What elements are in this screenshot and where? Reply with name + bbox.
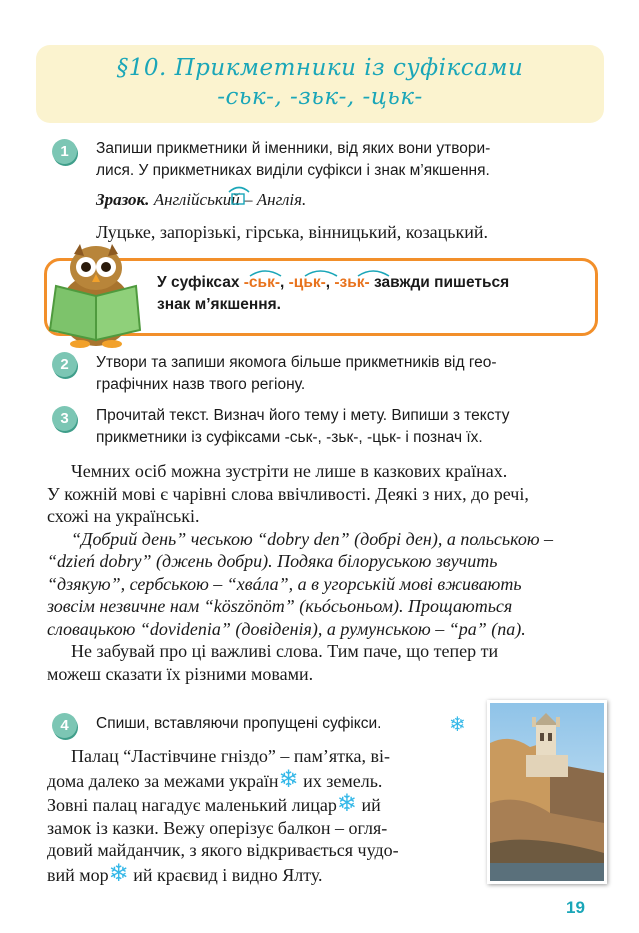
exercise-number-badge: 3	[52, 406, 77, 431]
exercise-4-instruction: Спиши, вставляючи пропущені суфікси.	[96, 715, 382, 732]
castle-illustration	[490, 703, 604, 881]
exercise-number-badge: 4	[52, 713, 77, 738]
snowflake-icon: ❄	[449, 714, 466, 736]
exercise-2-line-1: Утвори та запиши якомога більше прикметників від гео-	[96, 354, 497, 371]
text-fragment: их земель.	[298, 770, 383, 791]
suffix-tsk: -цьк-	[288, 274, 326, 291]
rule-line-2: знак м’якшення.	[157, 296, 281, 313]
text-line	[47, 862, 475, 887]
exercise-2-line-2: графічних назв твого регіону.	[96, 376, 306, 393]
suffix-zk: -зьк-	[334, 274, 370, 291]
text-line: замок із казки. Вежу оперізує балкон – огля-	[47, 817, 388, 838]
rule-separator: ,	[325, 274, 335, 291]
text-line: “Добрий день” чеською “dobry den” (добрі ден), а польською –	[71, 528, 554, 549]
sample-text: Англійський – Англія.	[149, 190, 307, 209]
snowflake-icon: ❄	[278, 766, 299, 793]
text-fragment: Зовні палац нагадує маленький лицар	[47, 795, 337, 815]
text-fragment: дома далеко за межами україн	[47, 770, 279, 791]
text-fragment: ий краєвид і видно Ялту.	[128, 864, 323, 885]
text-line: Не забувай про ці важливі слова. Тим паче, що тепер ти	[71, 641, 499, 661]
exercise-1-instruction	[96, 138, 601, 182]
exercise-4-text	[47, 745, 475, 886]
suffix-sk: -ськ-	[243, 274, 280, 291]
text-line: Палац “Ластівчине гніздо” – пам’ятка, ві-	[71, 746, 390, 766]
swallows-nest-photo	[487, 700, 607, 884]
page-title: §10. Прикметники із суфіксами	[116, 55, 524, 81]
text-fragment: вий мор	[47, 864, 109, 885]
exercise-1-sample	[96, 190, 306, 210]
exercise-number-badge: 1	[52, 139, 77, 164]
snowflake-icon: ❄	[336, 791, 357, 817]
text-line: зовсім незвичне нам “köszönöm” (кьóсьоньом). Прощаються	[47, 596, 513, 616]
reading-text	[47, 460, 592, 685]
text-line: довий майданчик, з якого відкривається чудо-	[47, 840, 399, 860]
exercise-1-line-2: лися. У прикметниках виділи суфікси і знак м’якшення.	[96, 162, 490, 179]
exercise-1-words: Луцьке, запорізькі, гірська, вінницький, козацький.	[96, 222, 489, 242]
text-line: схожі на українські.	[47, 506, 200, 526]
exercise-3-line-1: Прочитай текст. Визнач його тему і мету. Випиши з тексту	[96, 407, 510, 424]
page-subtitle: -ськ-, -зьк-, -цьк-	[217, 84, 423, 110]
text-line: Чемних осіб можна зустріти не лише в казкових країнах.	[71, 461, 508, 481]
text-line: словацькою “dovidenia” (довіденія), а румунською – “pa” (па).	[47, 618, 526, 639]
exercise-1-line-1: Запиши прикметники й іменники, від яких вони утвори-	[96, 140, 491, 157]
exercise-2-instruction	[96, 352, 601, 396]
exercise-number-badge: 2	[52, 352, 77, 377]
owl-reading-book-icon	[40, 244, 146, 348]
text-fragment: ий	[357, 795, 381, 815]
exercise-3-instruction	[96, 405, 601, 449]
page-number: 19	[566, 898, 585, 917]
rule-separator: ,	[280, 274, 289, 291]
text-line: можеш сказати їх різними мовами.	[47, 663, 314, 684]
rule-text	[157, 272, 577, 316]
rule-text-part: У суфіксах	[157, 274, 244, 291]
text-line: “дзякую”, сербською – “хвáла”, а в угорській мові вживають	[47, 573, 522, 594]
text-line	[47, 792, 475, 817]
rule-text-part: завжди пишеться	[369, 274, 510, 291]
text-line: “dzień dobry” (джень добри). Подяка білоруською звучить	[47, 551, 498, 571]
text-line: У кожній мові є чарівні слова ввічливості. Деякі з них, до речі,	[47, 483, 529, 504]
sample-label: Зразок.	[96, 190, 150, 209]
snowflake-icon: ❄	[108, 860, 129, 887]
suffix-mark-arc	[227, 183, 251, 205]
exercise-3-line-2: прикметники із суфіксами -ськ-, -зьк-, -цьк- і познач їх.	[96, 429, 483, 446]
text-line	[47, 768, 475, 793]
